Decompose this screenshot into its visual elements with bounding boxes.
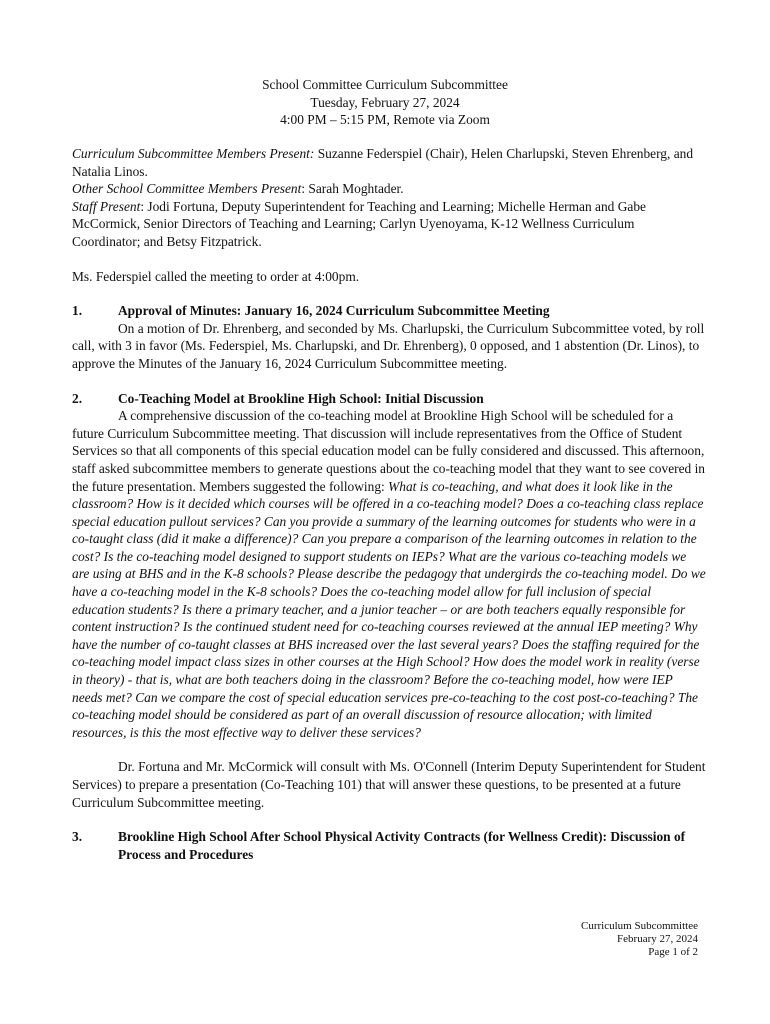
section-1-text: On a motion of Dr. Ehrenberg, and seconded by Ms. Charlupski, the Curriculum Subcommittee voted, by roll call, with 3 in favor (Ms. Federspiel, Ms. Charlupski, and Dr. Ehrenberg), 0 opposed, and 1 abstention (Dr. Linos), to approve the Minutes of the January 16, 2024 Curriculum Subcommittee meeting.: [72, 320, 705, 371]
section-2-questions: What is co-teaching, and what does it look like in the classroom? How is it decided which courses will be offered in a co-teaching model? Does a co-teaching class replace special education pullout services? Can you provide a summary of the learning outcomes for students who were in a co-taught class (did it make a difference)? Can you prepare a comparison of the learning outcomes in relation to the cost? Is the co-teaching model designed to support students on IEPs? What are the various co-teaching models we are using at BHS and in the K-8 schools? Please describe the pedagogy that undergirds the co-teaching model. Do we have a co-teaching model in the K-8 schools? Does the co-teaching model allow for full inclusion of special education students? Is there a primary teacher, and a junior teacher – or are both teachers equally responsible for content instruction? Is the continued student need for co-teaching courses reviewed at the annual IEP meeting? Why have the number of co-taught classes at BHS increased over the last several years? Does the staffing required for the co-teaching model impact class sizes in other courses at the High School? How does the model work in reality (verse in theory) - that is, what are both teachers doing in the classroom? Before the co-teaching model, how were IEP needs met? Can we compare the cost of special education services pre-co-teaching to the cost post-co-teaching? The co-teaching model should be considered as part of an overall discussion of resource allocation; with limited resources, is this the most effective way to deliver these services?: [72, 478, 706, 740]
section-2-title: Co-Teaching Model at Brookline High School: Initial Discussion: [118, 390, 484, 406]
members-present-names: Suzanne Federspiel (Chair), Helen Charlupski, Steven Ehrenberg, and Natalia Linos.: [72, 146, 694, 179]
footer-committee: Curriculum Subcommittee: [580, 920, 698, 932]
section-1-heading: [72, 302, 706, 320]
footer-date: February 27, 2024: [617, 933, 698, 945]
section-3-title: Brookline High School After School Physical Activity Contracts (for Wellness Credit): Discussion of Process and Procedures: [118, 829, 686, 862]
header-date: Tuesday, February 27, 2024: [310, 94, 460, 110]
section-2-intro: A comprehensive discussion of the co-teaching model at Brookline High School will be scheduled for a future Curriculum Subcommittee meeting. That discussion will include representatives from the Office of Student Services so that all components of this special education model can be fully considered and discussed. This afternoon, staff asked subcommittee members to generate questions about the co-teaching model that they want to see covered in the future presentation. Members suggested the following:: [72, 408, 706, 494]
staff-present: [72, 198, 706, 251]
others-present: [72, 180, 706, 198]
header-time-location: 4:00 PM – 5:15 PM, Remote via Zoom: [280, 112, 490, 128]
section-2-number: 2.: [72, 390, 83, 406]
section-1: [72, 302, 706, 372]
footer-page-number: Page 1 of 2: [648, 946, 698, 958]
page-footer: [581, 920, 698, 959]
members-present-label: Curriculum Subcommittee Members Present:: [72, 146, 315, 161]
section-2-followup: Dr. Fortuna and Mr. McCormick will consult with Ms. O'Connell (Interim Deputy Superintendent for Student Services) to prepare a presentation (Co-Teaching 101) that will answer these questions, to be presented at a future Curriculum Subcommittee meeting.: [72, 759, 706, 810]
staff-present-names: : Jodi Fortuna, Deputy Superintendent for Teaching and Learning; Michelle Herman and Gabe McCormick, Senior Directors of Teaching and Learning; Carlyn Uyenoyama, K-12 Wellness Curriculum Coordinator; and Betsy Fitzpatrick.: [72, 198, 646, 249]
header-title: School Committee Curriculum Subcommittee: [262, 77, 508, 92]
section-2: [72, 390, 706, 812]
others-present-label: Other School Committee Members Present: [72, 181, 302, 197]
section-1-title: Approval of Minutes: January 16, 2024 Curriculum Subcommittee Meeting: [118, 303, 550, 319]
document-header: [0, 76, 770, 129]
section-2-text: [72, 407, 706, 741]
section-3: [72, 828, 706, 863]
section-3-heading: [72, 828, 706, 863]
section-3-number: 3.: [72, 829, 83, 845]
document-body: [72, 145, 706, 863]
call-to-order: Ms. Federspiel called the meeting to order at 4:00pm.: [72, 268, 360, 284]
section-1-number: 1.: [72, 303, 83, 319]
section-2-heading: [72, 390, 706, 408]
staff-present-label: Staff Present: [72, 198, 141, 214]
others-present-names: : Sarah Moghtader.: [301, 181, 404, 197]
members-present: [72, 145, 706, 180]
